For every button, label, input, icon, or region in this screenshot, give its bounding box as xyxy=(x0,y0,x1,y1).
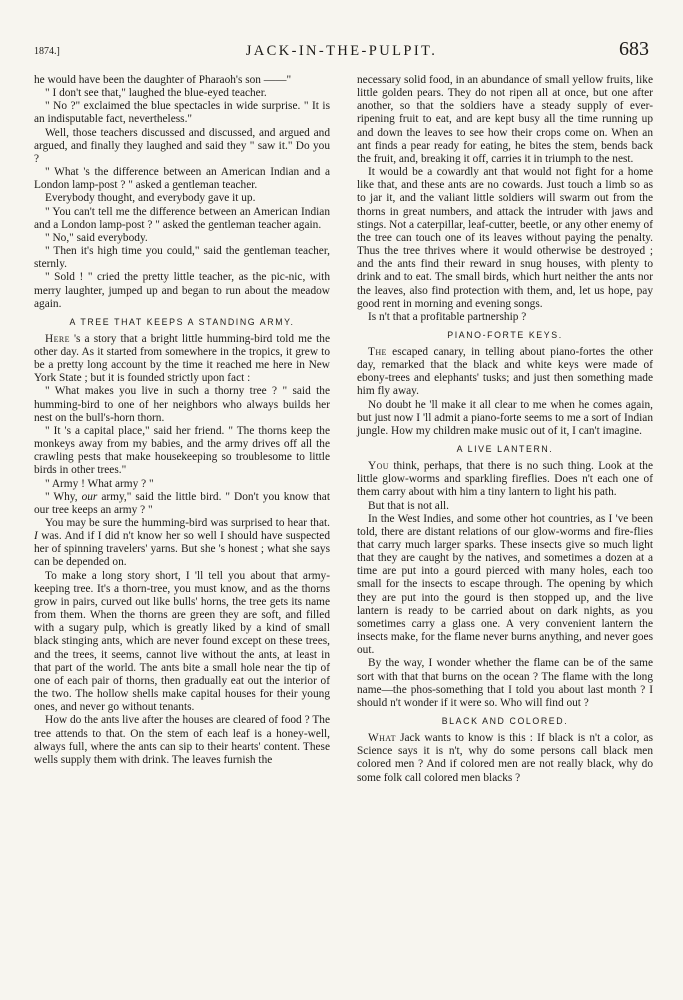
section-heading-piano-forte-keys: PIANO-FORTE KEYS. xyxy=(447,329,563,340)
paragraph: " I don't see that," laughed the blue-eyed teacher. xyxy=(45,87,267,100)
page-number: 683 xyxy=(619,38,649,60)
small-caps-lead: You xyxy=(368,460,389,473)
header-date: 1874.] xyxy=(34,46,60,57)
paragraph: How do the ants live after the houses are cleared of food ? The tree attends to that. On the stem of each leaf is a honey-well, always full, where the ants can sip to their hearts' content. These wells supply them with drink. The leaves furnish the xyxy=(34,714,330,766)
italic-word: I xyxy=(34,530,38,543)
paragraph: " What makes you live in such a thorny tree ? " said the humming-bird to one of her neighbors who always builds her nest on the bull's-horn thorn. xyxy=(34,385,330,424)
paragraph: It would be a cowardly ant that would not fight for a home like that, and these ants are no cowards. Just touch a limb so as to jar it, and the valiant little soldiers will swarm out from the thorns in great numbers, and attack the intruder with jaws and stings. Not a caterpillar, leaf-cutter, beetle, or any other enemy of the tree can touch one of its leaves without paying the penalty. Thus the tree thrives where it would otherwise be destroyed ; and the ants find their reward in snug houses, with plenty to drink and to eat. The small birds, which hurt neither the ants nor the leaves, also find protection with them, and, let us hope, pay good rent in morning and evening songs. xyxy=(357,166,653,310)
section-heading-live-lantern: A LIVE LANTERN. xyxy=(456,444,554,455)
small-caps-lead: The xyxy=(368,345,387,358)
running-header xyxy=(34,38,649,64)
paragraph: " What 's the difference between an American Indian and a London lamp-post ? " asked a gentleman teacher. xyxy=(34,166,330,192)
paragraph: necessary solid food, in an abundance of small yellow fruits, like little golden pears. They do not ripen all at once, but one after another, so that the soldiers have a steady supply of ever-ripening fruit to eat, and are kept busy all the time running up and down the leaves to see how their crops come on. When an ant finds a pear ready for eating, he bites the stem, bends back the fruit, and, breaking it off, carries it in triumph to the nest. xyxy=(357,74,653,165)
paragraph xyxy=(34,491,330,517)
paragraph xyxy=(357,346,653,399)
paragraph: " Sold ! " cried the pretty little teacher, as the pic-nic, with merry laughter, jumped up and began to run about the meadow again. xyxy=(34,271,330,310)
paragraph-text: " Why, xyxy=(45,490,82,503)
paragraph: " It 's a capital place," said her friend. " The thorns keep the monkeys away from my babies, and the army drives off all the crawling pests that make housekeeping so troublesome to little birds in other trees." xyxy=(34,424,330,477)
paragraph-text: Jack wants to know is this : If black is n't a color, as Science says it is n't, why do some persons call black men colored men ? And if colored men are not really black, why do some folk call colored men blacks ? xyxy=(357,732,653,784)
small-caps-lead: Here xyxy=(45,332,70,345)
paragraph: " No ?" exclaimed the blue spectacles in wide surprise. " It is an indisputable fact, nevertheless." xyxy=(34,100,330,126)
paragraph xyxy=(34,517,330,570)
paragraph: he would have been the daughter of Pharaoh's son ——" xyxy=(34,74,292,86)
paragraph: Well, those teachers discussed and discussed, and argued and argued, and finally they laughed and said they " saw it." Do you ? xyxy=(34,126,330,165)
paragraph xyxy=(357,460,653,499)
paragraph xyxy=(357,732,653,785)
paragraph: " Then it's high time you could," said the gentleman teacher, sternly. xyxy=(34,245,330,271)
paragraph-text: escaped canary, in telling about piano-fortes the other day, remarked that the black and white keys were made of ebony-trees and elephants' tusks; and just then something made him fly away. xyxy=(357,345,653,398)
paragraph: " You can't tell me the difference between an American Indian and a London lamp-post ? " asked the gentleman teacher again. xyxy=(34,205,330,231)
paragraph-text: 's a story that a bright little humming-bird told me the other day. As it started from somewhere in the tropics, it grew to be a pretty long account by the time it reached me here in New York State ; but it is founded strictly upon fact : xyxy=(34,332,330,385)
paragraph xyxy=(34,333,330,386)
paragraph: To make a long story short, I 'll tell you about that army-keeping tree. It's a thorn-tree, you must know, and as the thorns grow in pairs, curved out like bulls' horns, the tree gets its name from them. When the thorns are green they are soft, and filled with a sugary pulp, which is greatly liked by a kind of small black stinging ants, which are never found except on these trees, and the trees, it seems, cannot live without the ants, at least in that part of the world. The ants bite a small hole near the tip of one of each pair of thorns, then gradually eat out the interior of the two. The hollow shells make capital houses for their young ones, and never go without tenants. xyxy=(34,569,330,714)
paragraph: By the way, I wonder whether the flame can be of the same sort with that that burns on the ocean ? The flame with the long name—the phos-something that I told you about last month ? I should n't wonder if it were so. Who will find out ? xyxy=(357,657,653,709)
paragraph-text: army," said the little bird. " Don't you know that our tree keeps an army ? " xyxy=(34,490,330,516)
italic-word: our xyxy=(81,490,98,503)
paragraph-text: was. And if I did n't know her so well I should have suspected her of spinning travelers' yarns. But she 's honest ; what she says can be depended on. xyxy=(34,530,330,569)
paragraph: " Army ! What army ? " xyxy=(45,477,154,490)
paragraph: Everybody thought, and everybody gave it up. xyxy=(45,192,256,205)
paragraph: But that is not all. xyxy=(368,499,449,512)
paragraph: No doubt he 'll make it all clear to me when he comes again, but just now I 'll admit a piano-forte seems to me a sort of Indian jungle. How my children make music out of it, I can't imagine. xyxy=(357,398,653,437)
paragraph: Is n't that a profitable partnership ? xyxy=(368,310,527,323)
left-column xyxy=(34,74,330,767)
paragraph-text: You may be sure the humming-bird was surprised to hear that. xyxy=(45,517,330,529)
header-title: JACK-IN-THE-PULPIT. xyxy=(245,43,438,59)
small-caps-lead: What xyxy=(368,732,396,745)
paragraph: In the West Indies, and some other hot countries, as I 've been told, there are distant relations of our glow-worms and fire-flies that carry much larger sparks. These insects give so much light that they are caught by the natives, and sometimes a dozen at a time are put into a gourd pierced with many holes, each too small for the insects to escape through. The opening by which they are put into the gourd is then stopped up, and the live lantern is ready to be carried about on dark nights, as you sometimes carry a glass one. A very convenient lantern the insects make, for the flame never burns anything, and never goes out. xyxy=(357,512,653,657)
section-heading-black-and-colored: BLACK AND COLORED. xyxy=(441,716,569,727)
section-heading-standing-army: A TREE THAT KEEPS A STANDING ARMY. xyxy=(69,316,295,327)
paragraph: " No," said everybody. xyxy=(45,231,148,244)
right-column xyxy=(357,74,653,785)
paragraph-text: think, perhaps, that there is no such thing. Look at the little glow-worms and sparkling fireflies. Does n't each one of them carry about with him a tiny lantern to light his path. xyxy=(357,460,653,499)
